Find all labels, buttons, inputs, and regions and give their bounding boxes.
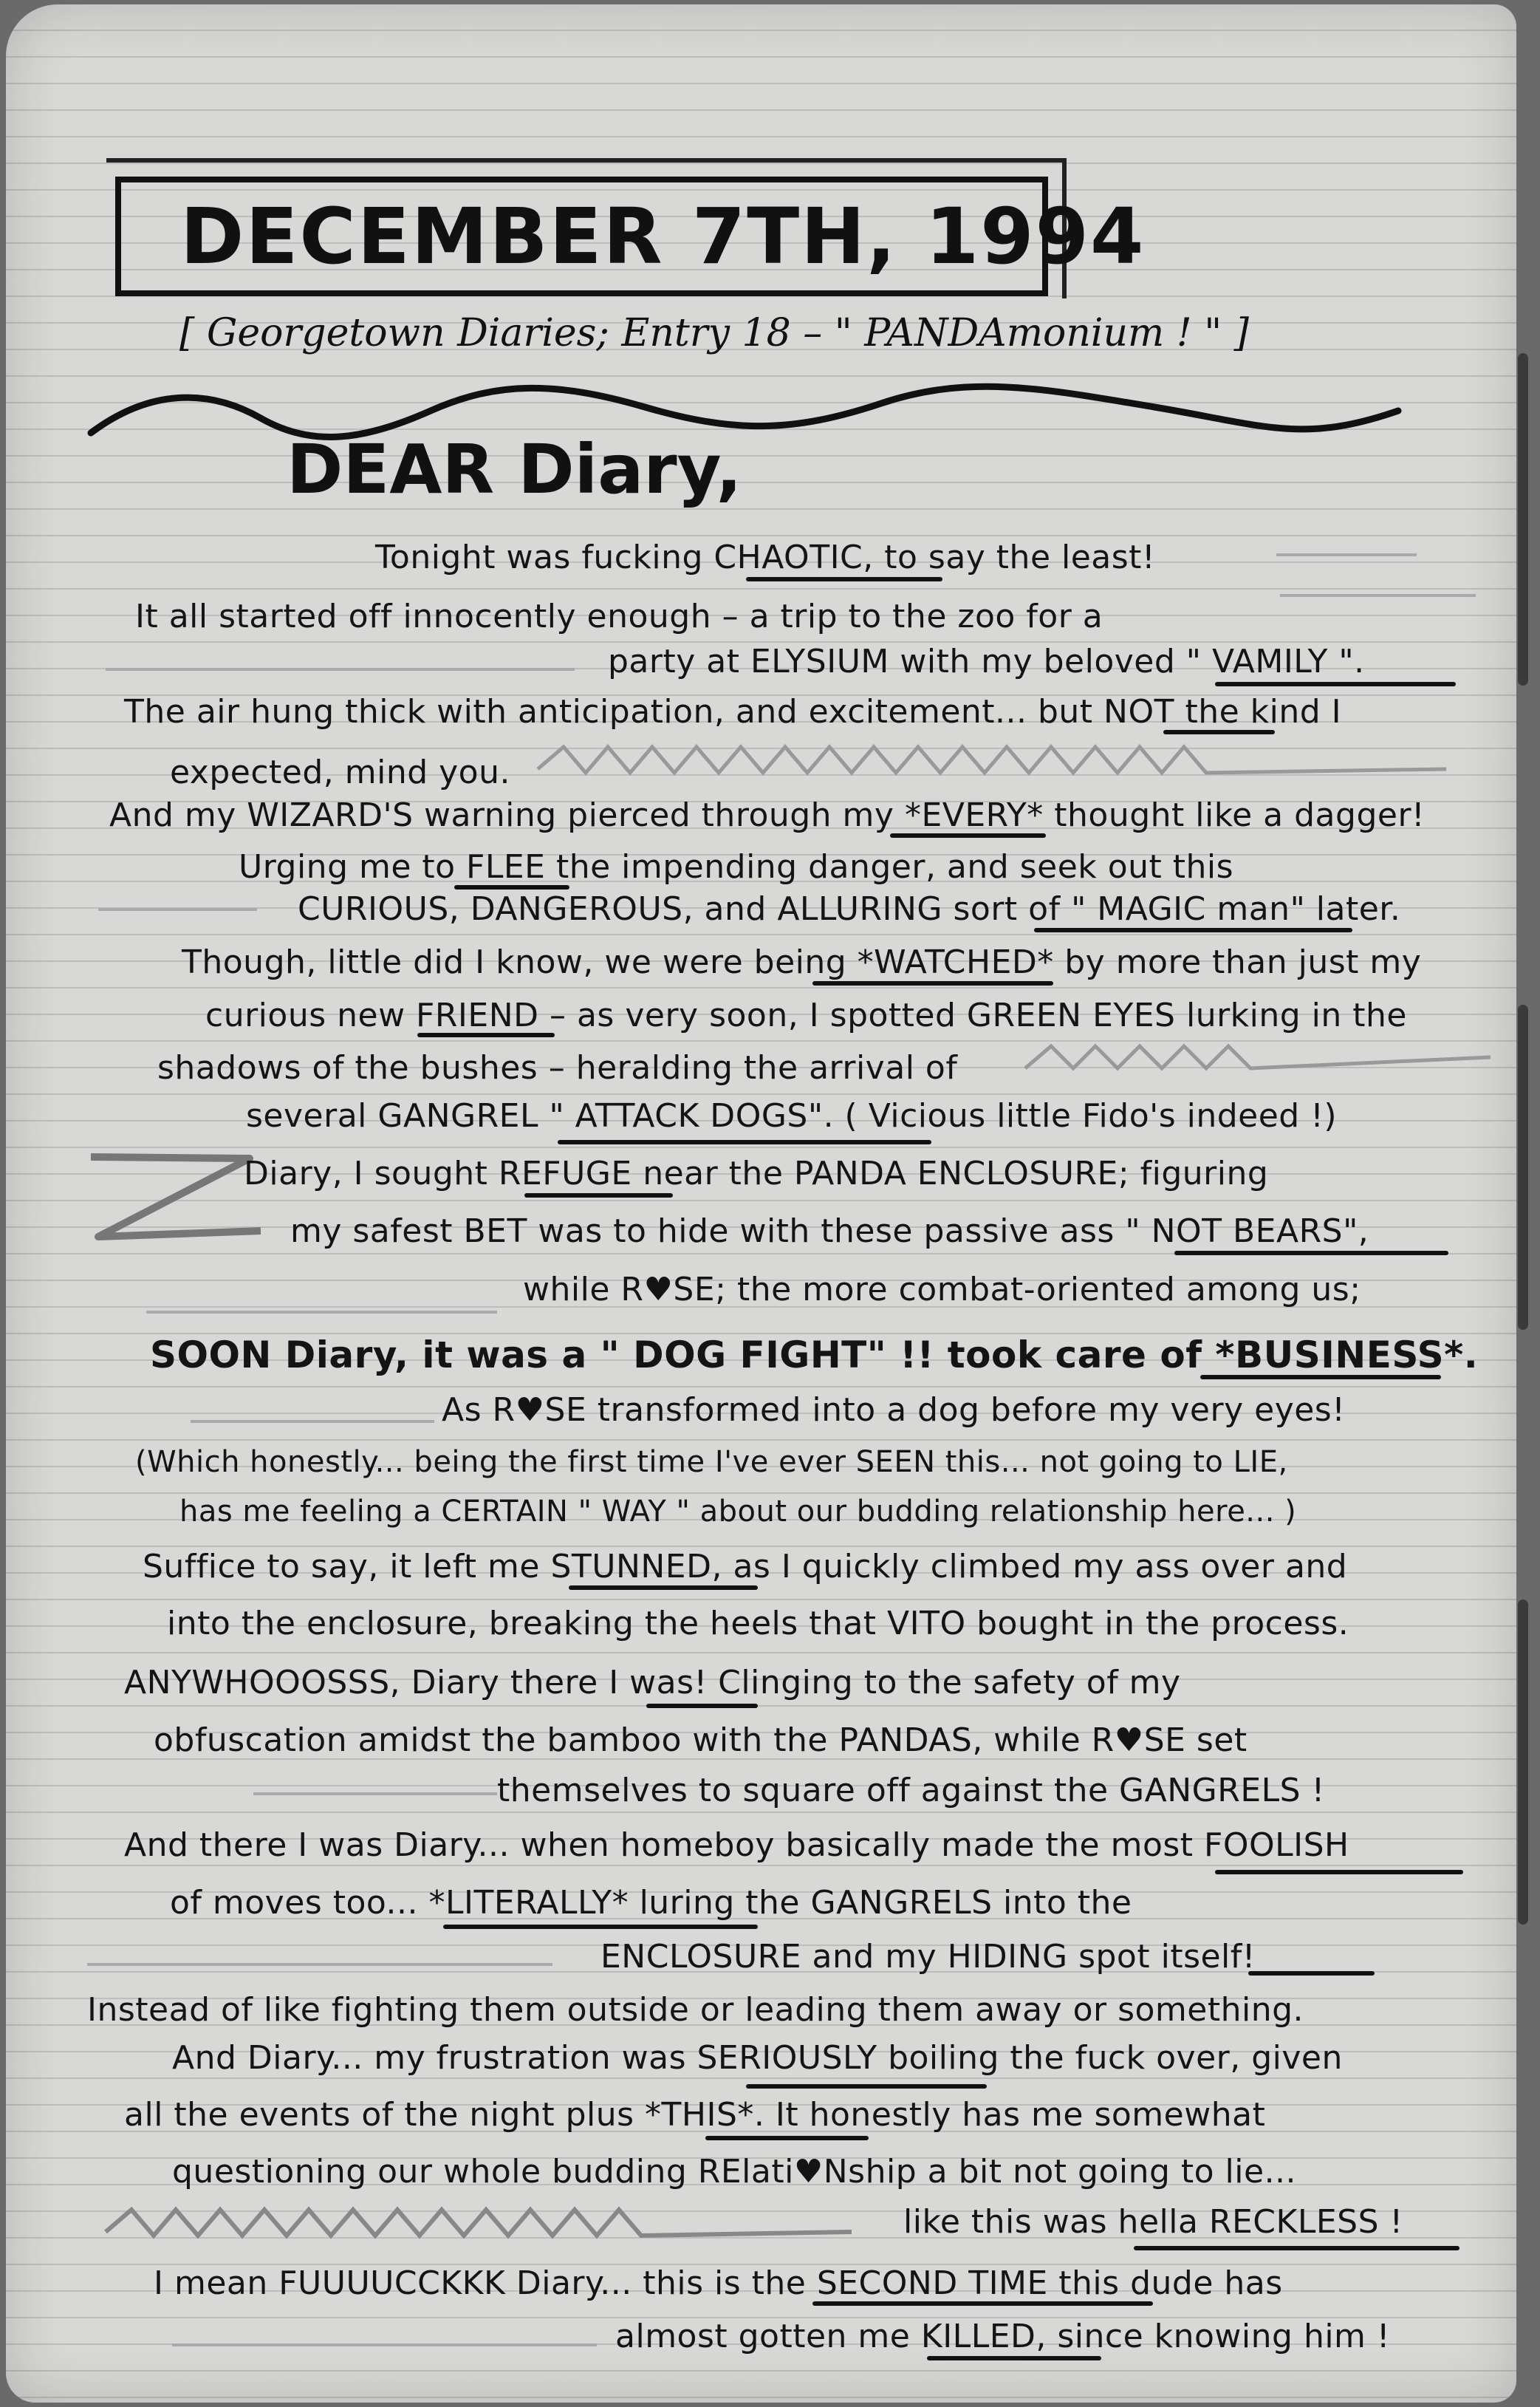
body-line-15: while R♥SE; the more combat-oriented among us; [523,1271,1361,1308]
body-line-3: party at ELYSIUM with my beloved " VAMILY ". [608,643,1365,680]
body-line-19: has me feeling a CERTAIN " WAY " about our budding relationship here... ) [179,1495,1297,1529]
body-line-22: ANYWHOOOSSS, Diary there I was! Clinging to the safety of my [124,1664,1181,1701]
body-line-13: Diary, I sought REFUGE near the PANDA ENCLOSURE; figuring [244,1155,1269,1192]
body-line-14: my safest BET was to hide with these passive ass " NOT BEARS", [290,1212,1369,1250]
body-line-16: SOON Diary, it was a " DOG FIGHT" !! took care of *BUSINESS*. [150,1334,1479,1376]
body-line-33: I mean FUUUUCCKKK Diary... this is the SECOND TIME this dude has [154,2264,1283,2302]
body-line-8: CURIOUS, DANGEROUS, and ALLURING sort of " MAGIC man" later. [298,890,1401,928]
body-line-2: It all started off innocently enough – a trip to the zoo for a [135,598,1103,635]
body-line-5: expected, mind you. [170,754,510,791]
diary-page [6,4,1516,2403]
ink-underlines [6,4,1516,2403]
body-line-1: Tonight was fucking CHAOTIC, to say the least! [375,539,1156,576]
staple-top [1518,353,1528,686]
body-line-23: obfuscation amidst the bamboo with the PANDAS, while R♥SE set [154,1721,1248,1759]
body-line-12: several GANGREL " ATTACK DOGS". ( Vicious little Fido's indeed !) [246,1097,1338,1135]
body-line-28: Instead of like fighting them outside or leading them away or something. [87,1991,1304,2029]
body-line-26: of moves too... *LITERALLY* luring the GANGRELS into the [170,1884,1132,1922]
body-line-7: Urging me to FLEE the impending danger, and seek out this [239,848,1234,886]
body-line-10: curious new FRIEND – as very soon, I spotted GREEN EYES lurking in the [205,997,1407,1034]
body-line-4: The air hung thick with anticipation, and excitement... but NOT the kind I [124,693,1342,731]
diary-greeting: DEAR Diary, [287,430,742,509]
body-line-24: themselves to square off against the GANGRELS ! [497,1772,1325,1809]
body-line-32: like this was hella RECKLESS ! [903,2203,1403,2241]
body-line-27: ENCLOSURE and my HIDING spot itself! [600,1938,1256,1976]
body-line-17: As R♥SE transformed into a dog before my very eyes! [442,1391,1346,1429]
body-line-31: questioning our whole budding RElati♥Nship a bit not going to lie... [172,2153,1297,2191]
staple-bottom [1518,1599,1528,1925]
body-line-29: And Diary... my frustration was SERIOUSLY boiling the fuck over, given [172,2039,1343,2077]
body-line-21: into the enclosure, breaking the heels that VITO bought in the process. [167,1605,1349,1642]
staple-middle [1518,1005,1528,1330]
body-line-34: almost gotten me KILLED, since knowing him ! [615,2318,1391,2355]
entry-subtitle: [ Georgetown Diaries; Entry 18 – " PANDAmonium ! " ] [179,311,1249,355]
body-line-18: (Which honestly... being the first time I've ever SEEN this... not going to LIE, [135,1445,1288,1479]
body-line-20: Suffice to say, it left me STUNNED, as I quickly climbed my ass over and [143,1548,1348,1585]
entry-date: DECEMBER 7TH, 1994 [115,177,1048,296]
body-line-11: shadows of the bushes – heralding the arrival of [157,1049,958,1087]
body-line-25: And there I was Diary... when homeboy basically made the most FOOLISH [124,1826,1349,1864]
body-line-9: Though, little did I know, we were being *WATCHED* by more than just my [182,943,1422,981]
body-line-30: all the events of the night plus *THIS*. It honestly has me somewhat [124,2096,1266,2134]
body-line-6: And my WIZARD'S warning pierced through my *EVERY* thought like a dagger! [109,796,1426,834]
